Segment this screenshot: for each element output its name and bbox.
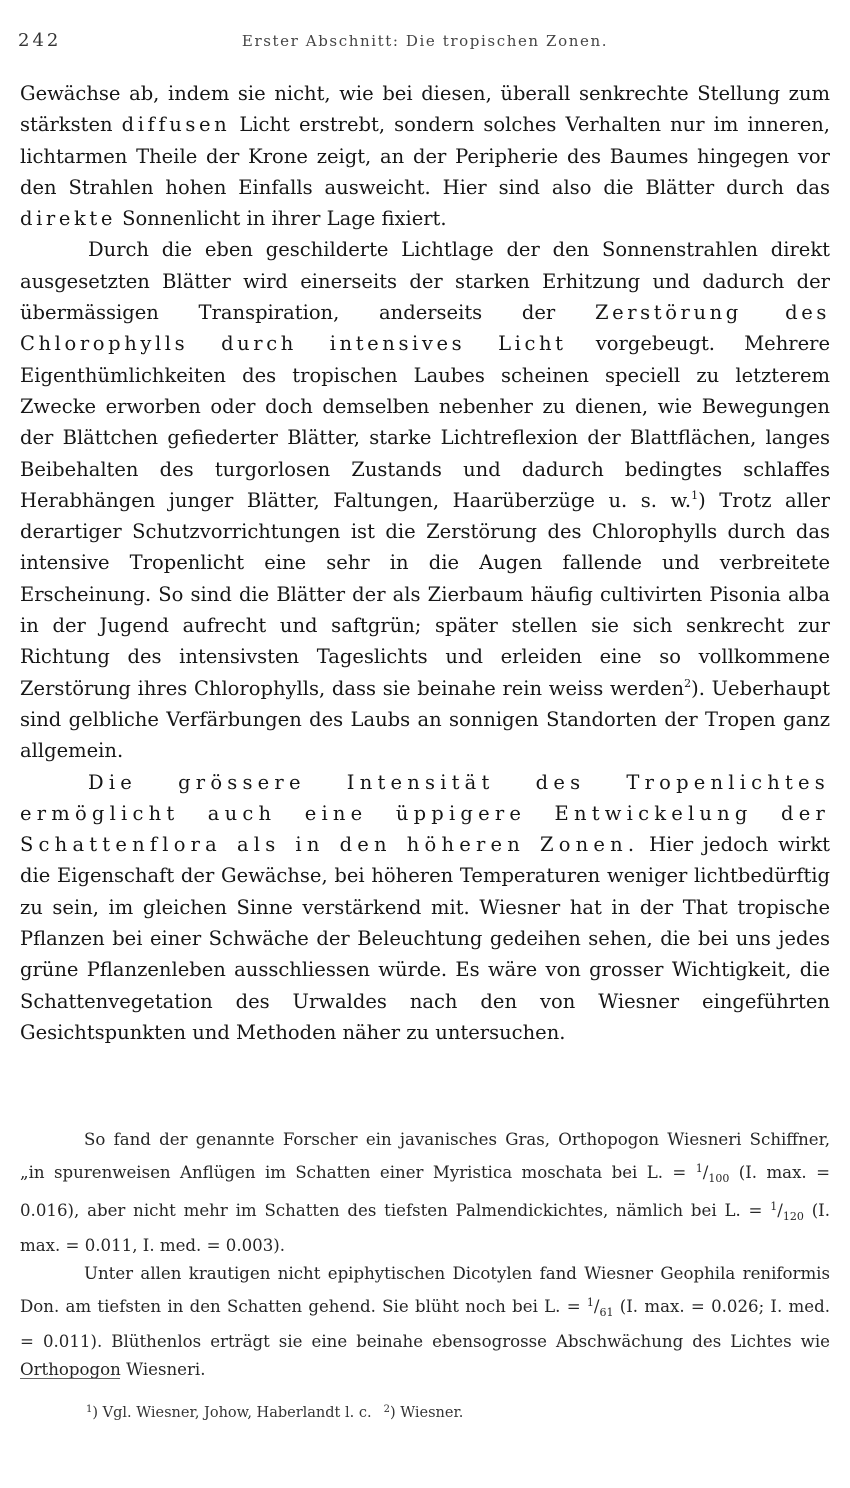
- fraction: $^1/_{120}$: [770, 1200, 804, 1224]
- fraction: $^1/_{100}$: [695, 1161, 730, 1185]
- spaced-emphasis: Zerstörung des Chlorophylls durch intensives Licht: [20, 301, 831, 356]
- footnote-ref: 2: [684, 676, 692, 690]
- spaced-emphasis: direkte: [20, 207, 116, 231]
- spaced-emphasis: Die grössere Intensität des Tropenlichtes ermöglicht auch eine üppigere Entwickelung der Schattenflora als in den höheren Zonen.: [20, 770, 830, 857]
- paragraph-2: Durch die eben geschilderte Lichtlage der den Sonnenstrahlen direkt ausgesetzten Blätter wird einerseits der starken Erhitzung und dadurch der übermässigen Transpiration, anderseits der Zerstörung des Chlorophylls durch intensives Licht vorgebeugt. Mehrere Eigenthümlichkeiten des tropischen Laubes scheinen speciell zu letzterem Zwecke erworben oder doch demselben nebenher zu dienen, wie Bewegungen der Blättchen gefiederter Blätter, starke Lichtreflexion der Blattflächen, langes Beibehalten des turgorlosen Zustands und dadurch bedingtes schlaffes Herabhängen junger Blätter, Faltungen, Haarüberzüge u. s. w.$^1$) Trotz aller derartiger Schutzvorrichtungen ist die Zerstörung des Chlorophylls durch das intensive Tropenlicht eine sehr in die Augen fallende und verbreitete Erscheinung. So sind die Blätter der als Zierbaum häufig cultivirten Pisonia alba in der Jugend aufrecht und saftgrün; später stellen sie sich senkrecht zur Richtung des intensivsten Tageslichts und erleiden eine so vollkommene Zerstörung ihres Chlorophylls, dass sie beinahe rein weiss werden$^2$). Ueberhaupt sind gelbliche Verfärbungen des Laubs an sonnigen Standorten der Tropen ganz allgemein.: [20, 238, 831, 763]
- footnote-1: $^1$) Vgl. Wiesner, Johow, Haberlandt l. c.: [86, 1404, 372, 1421]
- page-number: 242: [18, 30, 62, 51]
- main-text: [20, 78, 830, 1048]
- page-header: [18, 30, 832, 54]
- paragraph-1: Gewächse ab, indem sie nicht, wie bei diesen, überall senkrechte Stellung zum stärksten diffusen Licht erstrebt, sondern solches Verhalten nur im inneren, lichtarmen Theile der Krone zeigt, an der Peripherie des Baumes hingegen vor den Strahlen hohen Einfalls ausweicht. Hier sind also die Blätter durch das direkte Sonnenlicht in ihrer Lage fixiert.: [20, 82, 830, 231]
- spaced-emphasis: diffusen: [121, 113, 231, 137]
- footnote-ref: 1: [691, 488, 699, 502]
- paragraph-3: Die grössere Intensität des Tropenlichtes ermöglicht auch eine üppigere Entwickelung der Schattenflora als in den höheren Zonen. Hier jedoch wirkt die Eigenschaft der Gewächse, bei höheren Temperaturen weniger lichtbedürftig zu sein, im gleichen Sinne verstärkend mit. Wiesner hat in der That tropische Pflanzen bei einer Schwäche der Beleuchtung gedeihen sehen, die bei uns jedes grüne Pflanzenleben ausschliessen würde. Es wäre von grosser Wichtigkeit, die Schattenvegetation des Urwaldes nach den von Wiesner eingeführten Gesichtspunkten und Methoden näher zu untersuchen.: [20, 770, 830, 1044]
- fraction: $^1/_{61}$: [586, 1295, 614, 1319]
- footnotes: [86, 1399, 786, 1424]
- footnote-divider: [20, 1378, 120, 1379]
- small-paragraph-2: Unter allen krautigen nicht epiphytischen Dicotylen fand Wiesner Geophila reniformis Don. am tiefsten in den Schatten gehend. Sie blüht noch bei L. = $^1/_{61}$ (I. max. = 0.026; I. med. = 0.011). Blüthenlos erträgt sie eine beinahe ebensogrosse Abschwächung des Lichtes wie Orthopogon Wiesneri.: [20, 1264, 830, 1380]
- small-print-section: [20, 1126, 830, 1385]
- small-paragraph-1: So fand der genannte Forscher ein javanisches Gras, Orthopogon Wiesneri Schiffner, „in spurenweisen Anflügen im Schatten einer Myristica moschata bei L. = $^1/_{100}$ (I. max. = 0.016), aber nicht mehr im Schatten des tiefsten Palmendickichtes, nämlich bei L. = $^1/_{120}$ (I. max. = 0.011, I. med. = 0.003).: [20, 1130, 831, 1255]
- running-head: Erster Abschnitt: Die tropischen Zonen.: [241, 32, 609, 50]
- footnote-2: $^2$) Wiesner.: [383, 1404, 464, 1421]
